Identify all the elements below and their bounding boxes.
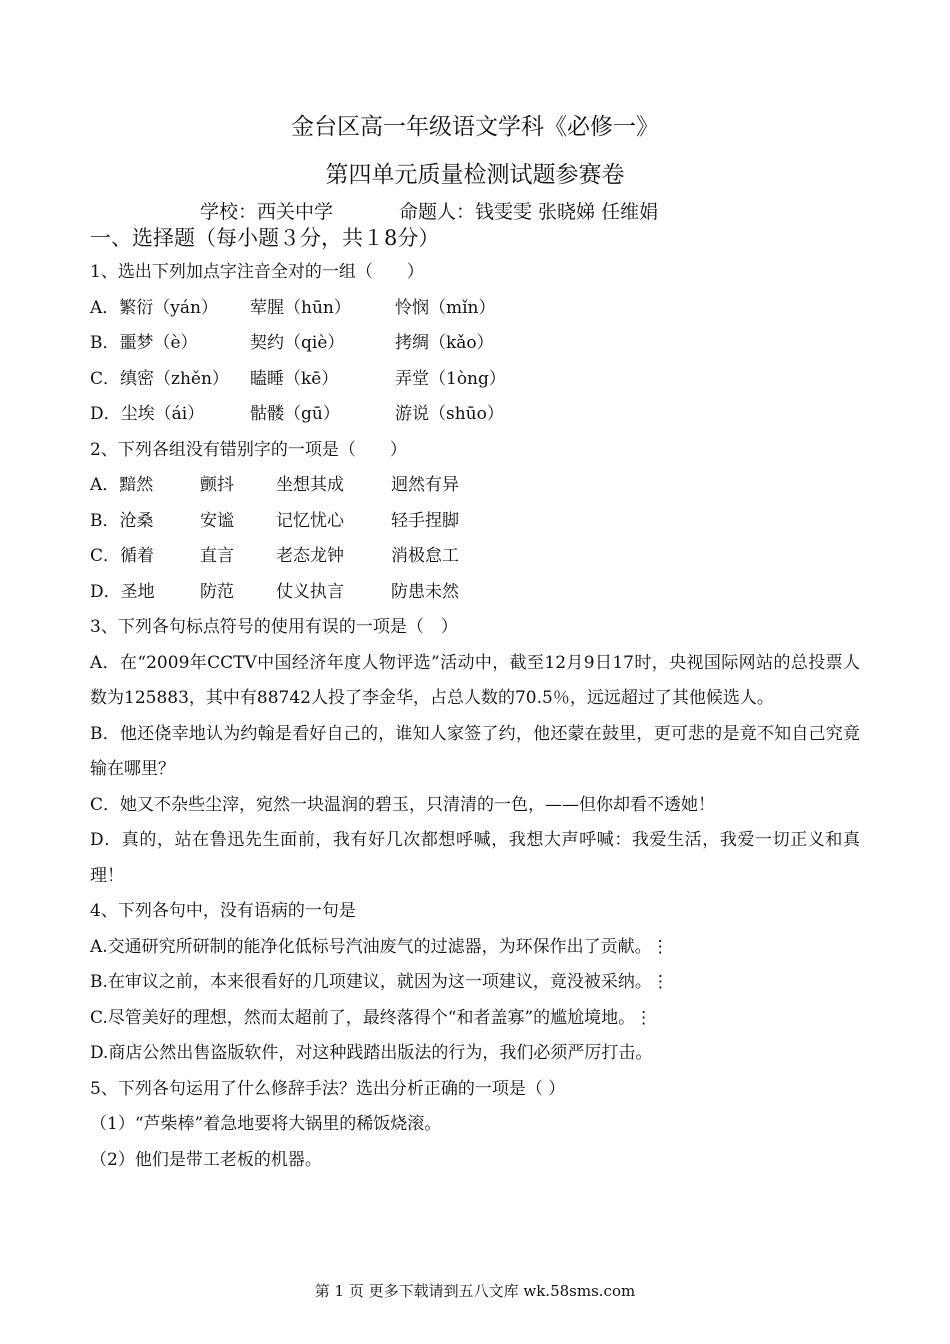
section-heading: 一、选择题（每小题３分，共１8分） (90, 226, 440, 250)
q1-b2: 契约（qiè） (250, 333, 345, 353)
q5-item-2: （2）他们是带工老板的机器。 (90, 1149, 322, 1170)
q2-a4: 迥然有异 (391, 475, 459, 495)
q2-a1: A．黯然 (90, 475, 154, 495)
q3-option-d: D．真的，站在鲁迅先生面前，我有好几次都想呼喊，我想大声呼喊：我爱生活，我爱一切正义和真理！ (90, 830, 860, 886)
q2-option-row (90, 468, 860, 504)
q2-d3: 仗义执言 (276, 581, 344, 602)
q5-item-1: （1）“芦柴棒”着急地要将大锅里的稀饭烧滚。 (90, 1114, 442, 1134)
questions-body (90, 255, 860, 1178)
q2-d4: 防患未然 (391, 581, 459, 602)
q1-d1: D．尘埃（ái） (90, 404, 205, 424)
q1-stem: 1、选出下列加点字注音全对的一组（ ） (90, 262, 424, 282)
q4-stem: 4、下列各句中，没有语病的一句是 (90, 901, 356, 921)
q4-option-c: C.尽管美好的理想，然而太超前了，最终落得个“和者盖寡”的尴尬境地。⋮ (90, 1007, 653, 1028)
q1-option-row (90, 397, 860, 433)
q2-option-row (90, 504, 860, 540)
q2-c1: C．循着 (90, 546, 155, 566)
q5-stem: 5、下列各句运用了什么修辞手法？选出分析正确的一项是（ ） (90, 1078, 566, 1099)
q1-option-row (90, 362, 860, 398)
exam-title-line1: 金台区高一年级语文学科《必修一》 (291, 114, 659, 140)
q3-option-b: B．他还侥幸地认为约翰是看好自己的，谁知人家签了约，他还蒙在鼓里，更可悲的是竟不知自己究竟输在哪里？ (90, 723, 860, 779)
q2-b1: B．沧桑 (90, 510, 154, 531)
q1-d3: 游说（shūo） (395, 404, 504, 424)
q2-option-row (90, 539, 860, 575)
q2-b2: 安谧 (200, 510, 234, 531)
q1-option-row (90, 326, 860, 362)
q1-d2: 骷髅（gū） (250, 404, 340, 424)
q3-stem: 3、下列各句标点符号的使用有误的一项是（ ） (90, 617, 458, 637)
q1-b1: B．噩梦（è） (90, 333, 198, 353)
q1-a2: 荤腥（hūn） (250, 297, 351, 318)
exam-title-line2: 第四单元质量检测试题参赛卷 (325, 162, 625, 188)
q3-option-c: C．她又不杂些尘滓，宛然一块温润的碧玉，只清清的一色，——但你却看不透她！ (90, 794, 716, 815)
q2-c2: 直言 (200, 546, 234, 566)
q2-d1: D．圣地 (90, 581, 155, 602)
q4-option-b: B.在审议之前，本来很看好的几项建议，就因为这一项建议，竟没被采纳。⋮ (90, 972, 669, 992)
q1-c1: C．缜密（zhěn） (90, 368, 229, 389)
q1-c2: 瞌睡（kē） (250, 368, 339, 389)
q2-stem: 2、下列各组没有错别字的一项是（ ） (90, 439, 407, 460)
q2-b3: 记忆忧心 (276, 510, 344, 531)
q4-option-d: D.商店公然出售盗版软件，对这种践踏出版法的行为，我们必须严厉打击。 (90, 1043, 653, 1063)
q1-b3: 拷绸（kǎo） (395, 333, 494, 353)
q2-d2: 防范 (200, 581, 234, 602)
q4-option-a: A.交通研究所研制的能净化低标号汽油废气的过滤器，为环保作出了贡献。⋮ (90, 936, 669, 957)
q1-a3: 怜悯（mǐn） (395, 297, 496, 318)
q1-option-row (90, 291, 860, 327)
school-label: 学校：西关中学 (200, 201, 334, 223)
q2-c4: 消极怠工 (391, 546, 459, 566)
q1-c3: 弄堂（1òng） (395, 368, 506, 389)
q2-b4: 轻手捏脚 (391, 510, 459, 531)
q1-a1: A．繁衍（yán） (90, 297, 218, 318)
q2-a2: 颤抖 (200, 475, 234, 495)
q2-a3: 坐想其成 (276, 475, 344, 495)
q2-c3: 老态龙钟 (276, 546, 344, 566)
q2-option-row (90, 575, 860, 611)
exam-meta (200, 199, 658, 225)
page-footer: 第 1 页 更多下载请到五八文库 wk.58sms.com (314, 1282, 636, 1300)
q3-option-a: A．在“2009年CCTV中国经济年度人物评选”活动中，截至12月9日17时，央视国际网站的总投票人数为125883，其中有88742人投了李金华，占总人数的70.5％，远远超过了其他候选人。 (90, 652, 860, 708)
authors-label: 命题人：钱雯雯 张晓娣 任维娟 (399, 201, 659, 223)
